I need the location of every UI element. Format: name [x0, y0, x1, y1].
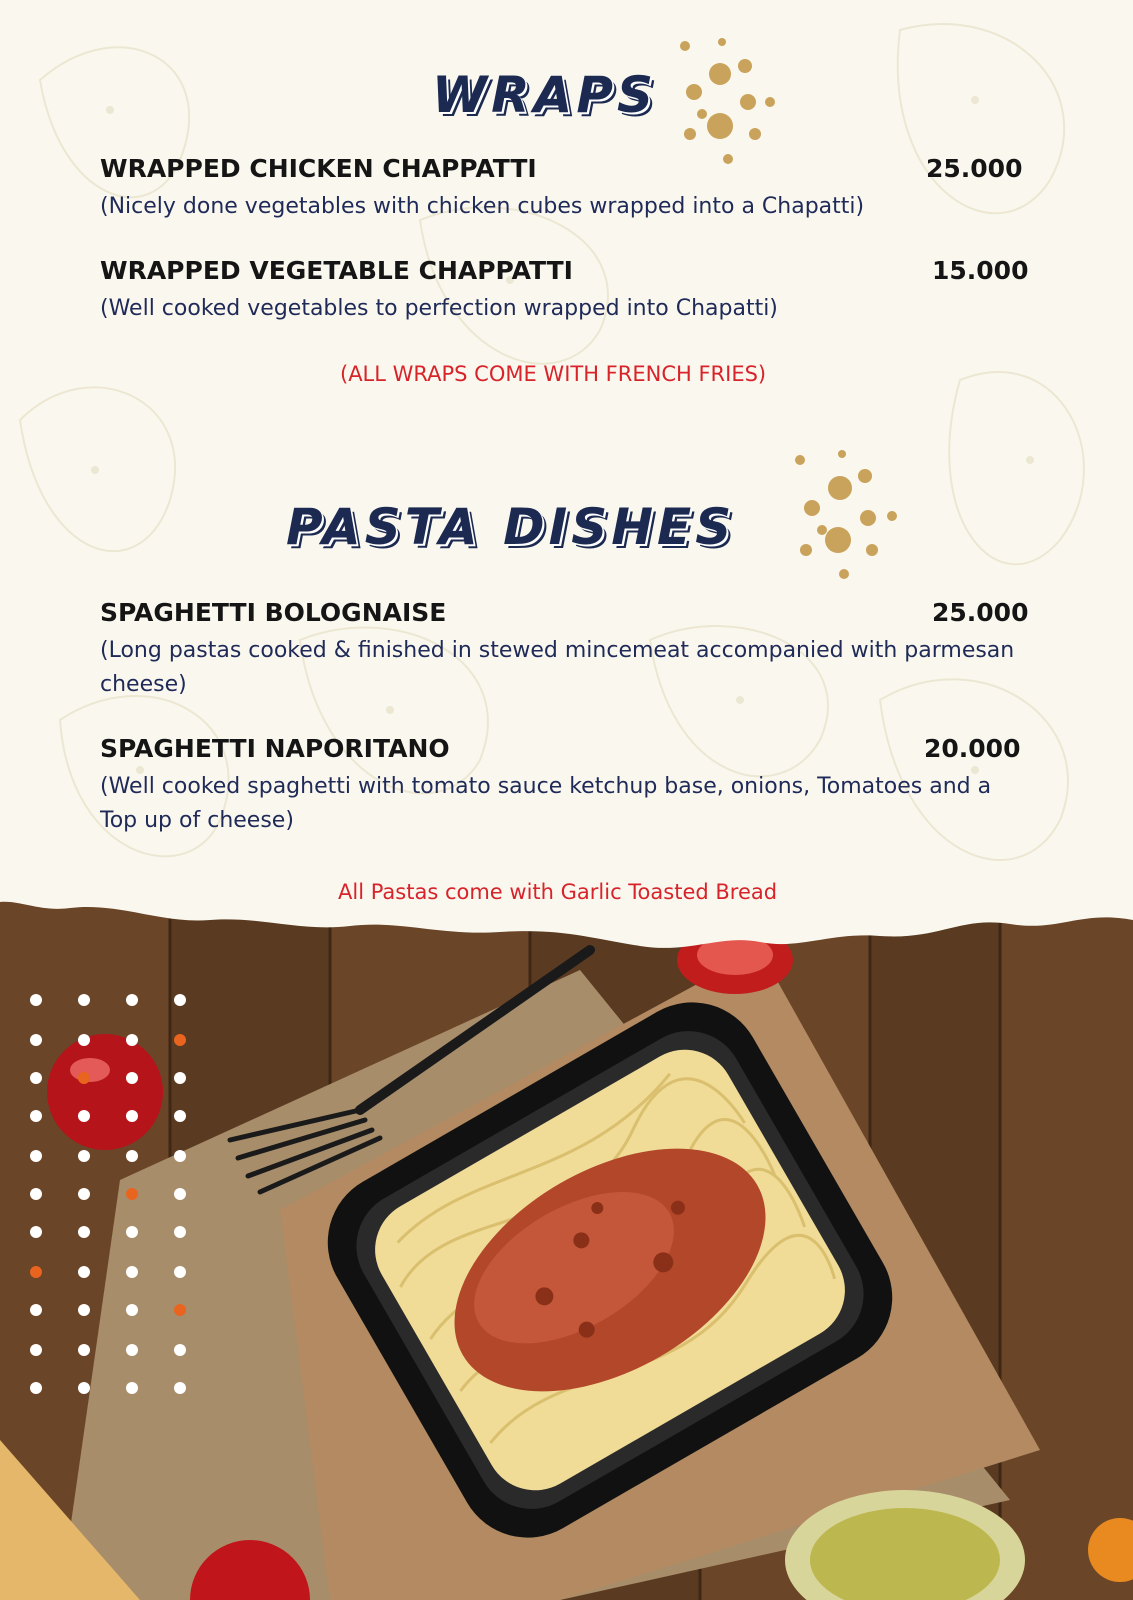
menu-item-name: WRAPPED CHICKEN CHAPPATTI	[100, 154, 537, 183]
menu-item-name: SPAGHETTI BOLOGNAISE	[100, 598, 447, 627]
spaghetti-photo	[0, 880, 1133, 1600]
pasta-note: All Pastas come with Garlic Toasted Bread	[338, 880, 778, 904]
pasta-title: PASTA DISHES	[286, 498, 736, 556]
menu-item-description: (Nicely done vegetables with chicken cubes wrapped into a Chapatti)	[100, 194, 865, 219]
menu-item-description: (Long pastas cooked & finished in stewed mincemeat accompanied with parmesan cheese)	[100, 638, 1015, 697]
gold-splash-icon	[760, 446, 910, 586]
menu-item-price: 15.000	[932, 256, 1029, 285]
gold-splash-icon	[650, 34, 790, 174]
wraps-note: (ALL WRAPS COME WITH FRENCH FRIES)	[340, 362, 767, 386]
menu-item-price: 25.000	[926, 154, 1023, 183]
menu-item-description: (Well cooked spaghetti with tomato sauce ketchup base, onions, Tomatoes and a Top up of cheese)	[100, 774, 992, 833]
menu-item-description: (Well cooked vegetables to perfection wrapped into Chapatti)	[100, 296, 778, 321]
menu-item-name: WRAPPED VEGETABLE CHAPPATTI	[100, 256, 573, 285]
menu-item-name: SPAGHETTI NAPORITANO	[100, 734, 450, 763]
wraps-title: WRAPS	[432, 66, 658, 124]
menu-item-price: 20.000	[924, 734, 1021, 763]
menu-item-price: 25.000	[932, 598, 1029, 627]
